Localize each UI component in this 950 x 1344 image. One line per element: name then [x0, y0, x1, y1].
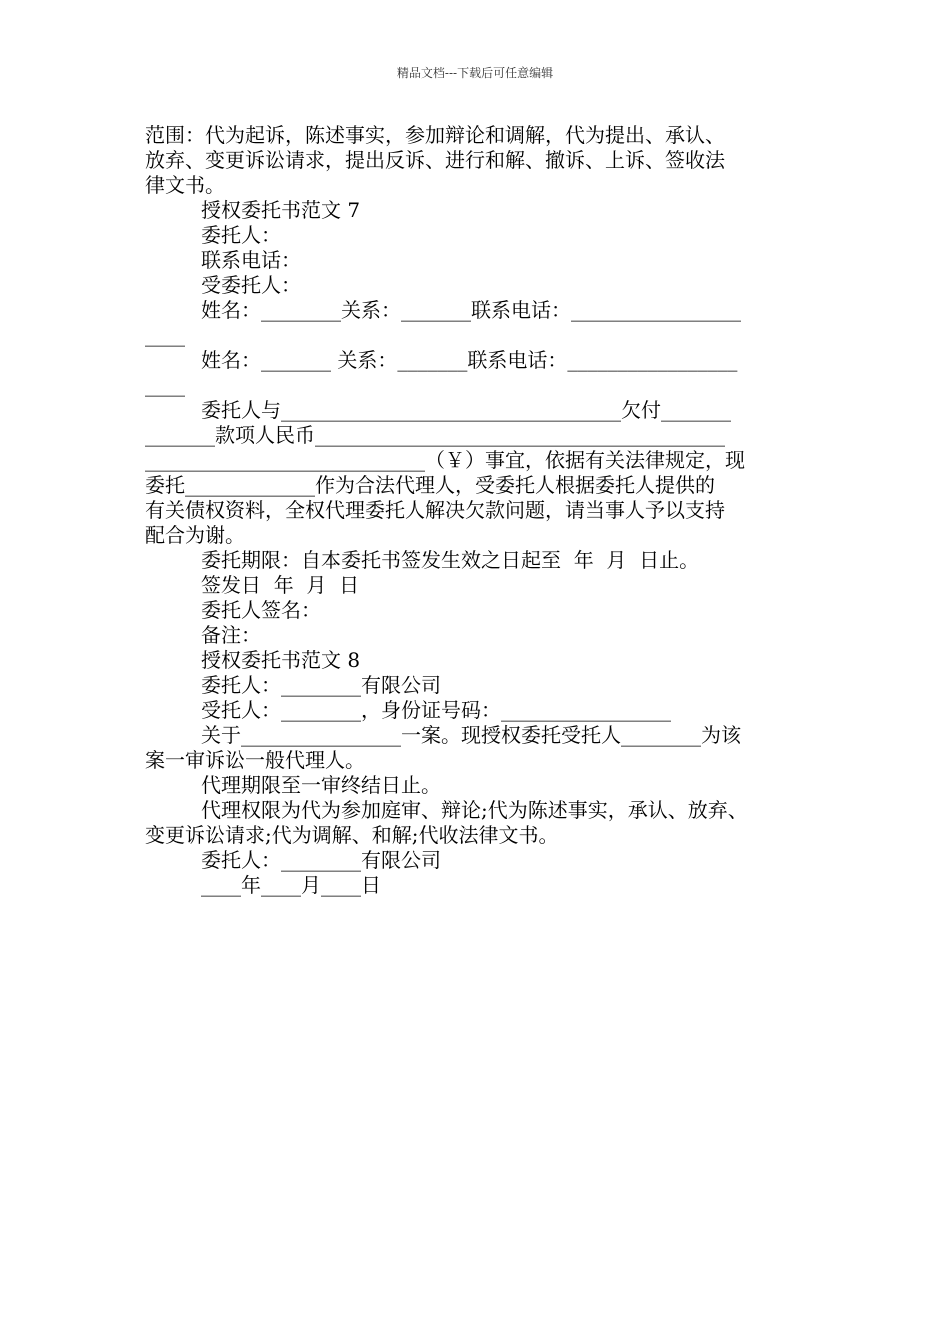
- text-line: ____年____月____日: [201, 873, 381, 897]
- text-line: 委托期限：自本委托书签发生效之日起至 年 月 日止。: [201, 548, 700, 572]
- document-body: [145, 123, 825, 898]
- text-line: 姓名：________关系：_______联系电话：_________________: [201, 298, 741, 322]
- text-line: 代理期限至一审终结日止。: [201, 773, 441, 797]
- text-line: 签发日 年 月 日: [201, 573, 360, 597]
- page-header: 精品文档---下载后可任意编辑: [396, 66, 554, 80]
- text-line: _______款项人民币_________________________________________: [145, 423, 725, 447]
- section-title: 授权委托书范文 7: [201, 198, 361, 222]
- text-line: 有关债权资料，全权代理委托人解决欠款问题，请当事人予以支持: [145, 498, 725, 522]
- text-line: 委托_____________作为合法代理人，受委托人根据委托人提供的: [145, 473, 715, 497]
- text-line: 代理权限为代为参加庭审、辩论;代为陈述事实，承认、放弃、: [201, 798, 748, 822]
- text-line: ____: [145, 373, 185, 397]
- text-line: 关于________________一案。现授权委托受托人________为该: [201, 723, 741, 747]
- section-title: 授权委托书范文 8: [201, 648, 361, 672]
- text-line: 姓名：_______ 关系：_______联系电话：_________________: [201, 348, 738, 372]
- text-line: 委托人：________有限公司: [201, 848, 441, 872]
- text-line: 联系电话：: [201, 248, 301, 272]
- text-line: 备注：: [201, 623, 261, 647]
- text-line: 律文书。: [145, 173, 225, 197]
- text-line: 案一审诉讼一般代理人。: [145, 748, 365, 772]
- text-line: 委托人：: [201, 223, 281, 247]
- text-line: 委托人：________有限公司: [201, 673, 441, 697]
- text-line: 变更诉讼请求;代为调解、和解;代收法律文书。: [145, 823, 559, 847]
- text-line: 委托人与__________________________________欠付_______: [201, 398, 731, 422]
- text-line: 委托人签名：: [201, 598, 321, 622]
- text-line: 范围：代为起诉，陈述事实，参加辩论和调解，代为提出、承认、: [145, 123, 725, 147]
- text-line: 受托人：________，身份证号码：_________________: [201, 698, 671, 722]
- text-line: 配合为谢。: [145, 523, 245, 547]
- text-line: ____: [145, 323, 185, 347]
- text-line: 放弃、变更诉讼请求，提出反诉、进行和解、撤诉、上诉、签收法: [145, 148, 725, 172]
- text-line: 受委托人：: [201, 273, 301, 297]
- text-line: ____________________________（￥）事宜，依据有关法律规定，现: [145, 448, 745, 472]
